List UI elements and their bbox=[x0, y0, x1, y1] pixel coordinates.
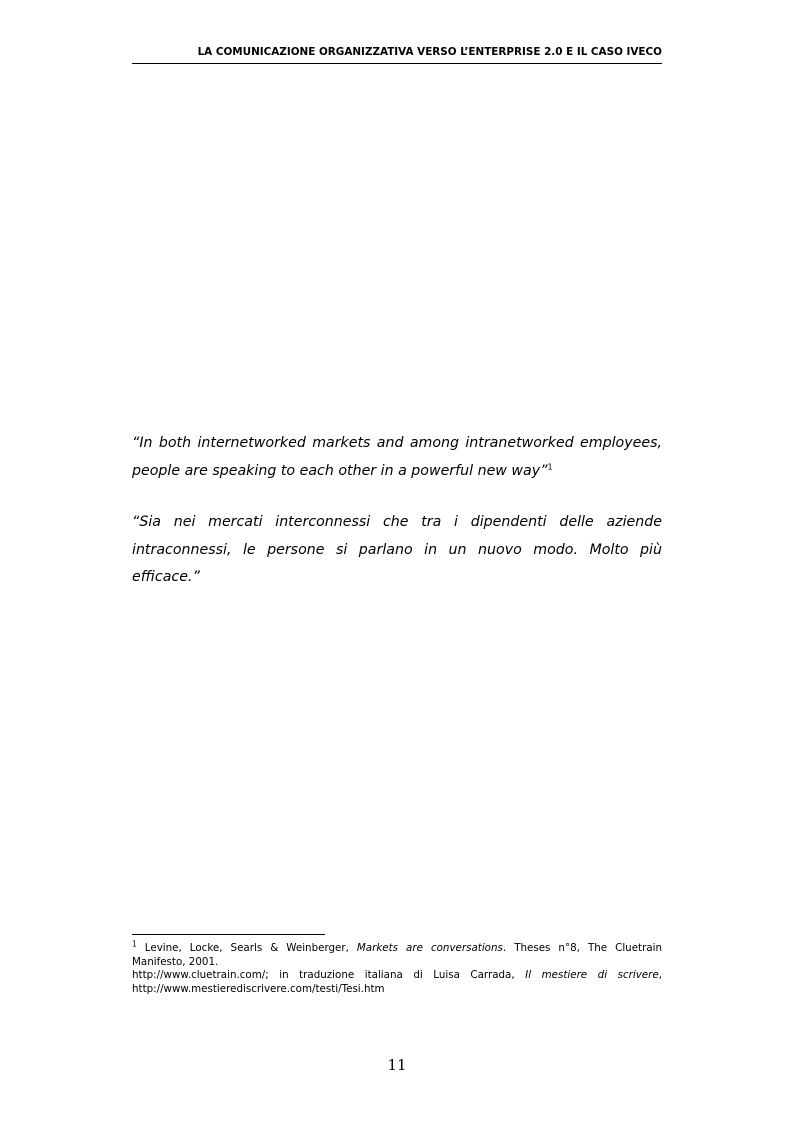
page-number: 11 bbox=[387, 1056, 407, 1074]
footnote-source: . Theses n°8, The Cluetrain bbox=[502, 942, 663, 954]
footnote-line-3 bbox=[132, 969, 662, 983]
english-quote bbox=[132, 430, 662, 485]
footnote-separator bbox=[132, 934, 325, 935]
footnote-link-cluetrain[interactable]: http://www.cluetrain.com/; in traduzione italiana di Luisa Carrada, bbox=[132, 969, 526, 981]
footnote-number: 1 bbox=[132, 939, 137, 949]
footnote bbox=[132, 939, 663, 996]
english-quote-text: “In both internetworked markets and among intranetworked employees, people are speaking to each other in a powerful new way” bbox=[132, 435, 662, 479]
footnote-authors: Levine, Locke, Searls & Weinberger, bbox=[136, 942, 357, 954]
footnote-link-mestiere[interactable]: http://www.mestierediscrivere.com/testi/Tesi.htm bbox=[132, 982, 385, 995]
footnote-comma: , bbox=[658, 969, 662, 981]
italian-quote: “Sia nei mercati interconnessi che tra i dipendenti delle aziende intraconnessi, le persone si parlano in un nuovo modo. Molto più efficace.” bbox=[132, 514, 662, 585]
footnote-line-1 bbox=[132, 939, 663, 956]
running-header: LA COMUNICAZIONE ORGANIZZATIVA VERSO L’ENTERPRISE 2.0 E IL CASO IVECO bbox=[132, 46, 662, 64]
footnote-book-title: Markets are conversations bbox=[356, 942, 503, 954]
footnote-reference[interactable]: 1 bbox=[547, 461, 553, 471]
footnote-translation-title: Il mestiere di scrivere bbox=[525, 969, 659, 981]
footnote-line-2: Manifesto, 2001. bbox=[132, 955, 219, 968]
